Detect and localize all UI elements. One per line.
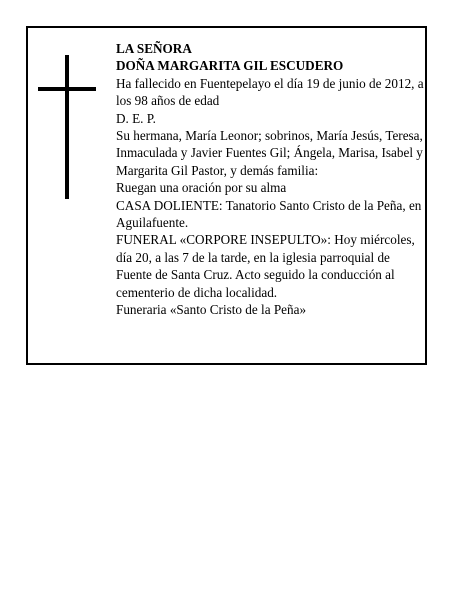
deceased-name: DOÑA MARGARITA GIL ESCUDERO bbox=[116, 58, 344, 74]
family-list: Su hermana, María Leonor; sobrinos, María Jesús, Teresa, Inmaculada y Javier Fuentes Gil; Ángela, Marisa, Isabel y Margarita Gil Pastor, y demás familia: bbox=[116, 128, 423, 178]
funeral-home: Funeraria «Santo Cristo de la Peña» bbox=[116, 302, 307, 318]
death-details: Ha fallecido en Fuentepelayo el día 19 de junio de 2012, a los 98 años de edad bbox=[116, 75, 424, 109]
funeral-details: FUNERAL «CORPORE INSEPULTO»: Hoy miércoles, día 20, a las 7 de la tarde, en la iglesia parroquial de Fuente de Santa Cruz. Acto seguido la conducción al cementerio de dicha localidad. bbox=[116, 232, 415, 300]
cross-horizontal-bar bbox=[38, 87, 96, 91]
mourning-house: CASA DOLIENTE: Tanatorio Santo Cristo de la Peña, en Aguilafuente. bbox=[116, 197, 422, 231]
notice-title: LA SEÑORA bbox=[116, 41, 192, 56]
obituary-text bbox=[116, 40, 424, 319]
obituary-notice bbox=[26, 26, 427, 365]
prayer-request: Ruegan una oración por su alma bbox=[116, 180, 287, 196]
rest-in-peace: D. E. P. bbox=[116, 110, 156, 126]
cross-vertical-bar bbox=[65, 55, 69, 199]
cross-icon bbox=[38, 55, 96, 199]
